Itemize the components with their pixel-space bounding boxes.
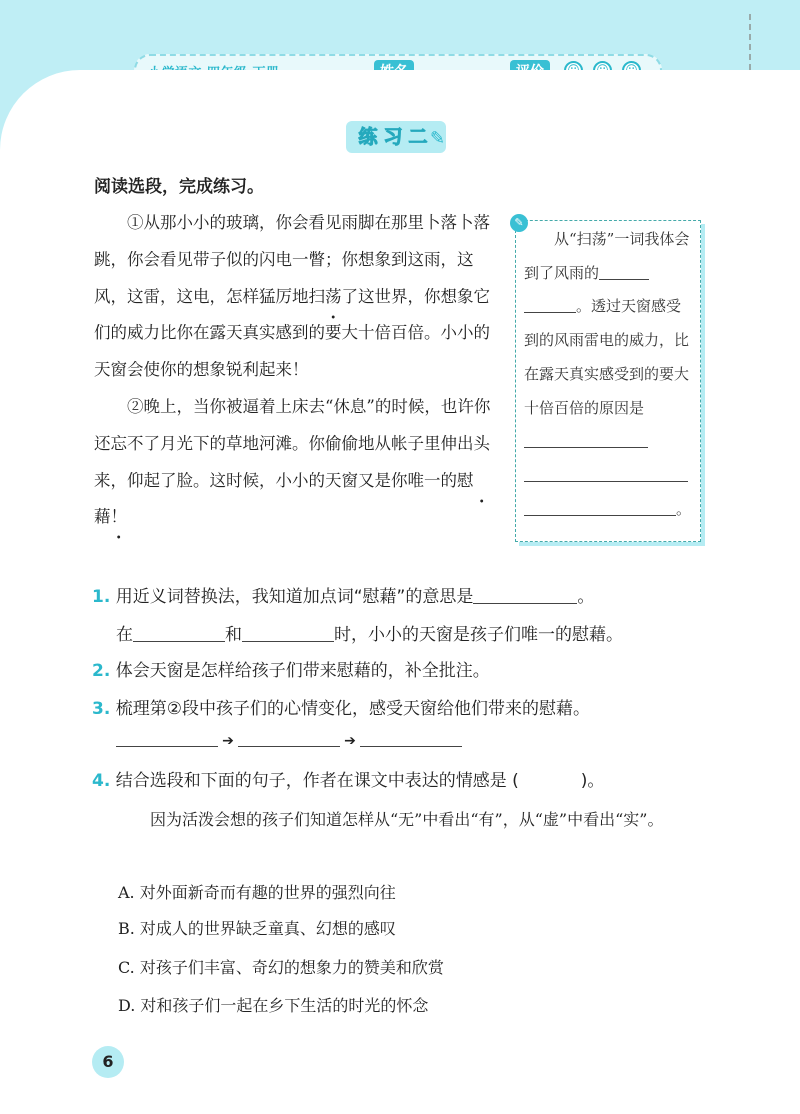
exercise-title: 练习二 <box>346 121 446 153</box>
arrow-right-icon: ➔ <box>222 733 234 749</box>
answer-blank[interactable] <box>242 625 334 642</box>
annotation-box: ✎ 从“扫荡”一词我体会到了风雨的 。透过天窗感受到的风雨雷电的威力，比在露天真实感受到的要大十倍百倍的原因是 。 <box>515 220 701 542</box>
instruction: 阅读选段，完成练习。 <box>94 177 264 197</box>
reading-passage <box>94 205 494 536</box>
emphasis-char: 慰 <box>457 470 474 490</box>
answer-blank[interactable] <box>524 298 576 313</box>
option-d[interactable]: D. 对和孩子们一起在乡下生活的时光的怀念 <box>118 996 429 1015</box>
paragraph-2: ②晚上，当你被逼着上床去“休息”的时候，也许你还忘不了月光下的草地河滩。你偷偷地从帐子里伸出头来，仰起了脸。这时候，小小的天窗又是你唯一的慰藉！ <box>94 396 491 527</box>
pin-icon: ✎ <box>510 214 528 232</box>
answer-blank[interactable] <box>599 265 649 280</box>
answer-blank[interactable] <box>116 730 218 747</box>
question-1-part-2: 在 和 时，小小的天窗是孩子们唯一的慰藉。 <box>116 625 623 645</box>
question-3: 3. 梳理第②段中孩子们的心情变化，感受天窗给他们带来的慰藉。 <box>92 699 590 719</box>
answer-blank[interactable] <box>524 501 676 516</box>
mood-chain <box>116 730 462 750</box>
quote-sentence: 因为活泼会想的孩子们知道怎样从“无”中看出“有”，从“虚”中看出“实”。 <box>150 810 664 829</box>
answer-blank[interactable] <box>238 730 340 747</box>
option-c[interactable]: C. 对孩子们丰富、奇幻的想象力的赞美和欣赏 <box>118 958 444 977</box>
option-a[interactable]: A. 对外面新奇而有趣的世界的强烈向往 <box>118 883 396 902</box>
question-1: 1. 用近义词替换法，我知道加点词“慰藉”的意思是 。 <box>92 587 595 607</box>
answer-blank[interactable] <box>133 625 225 642</box>
arrow-right-icon: ➔ <box>344 733 356 749</box>
paragraph-1: ①从那小小的玻璃，你会看见雨脚在那里卜落卜落跳，你会看见带子似的闪电一瞥；你想象到这雨，这风，这雷，这电，怎样猛厉地扫荡了这世界，你想象它们的威力比你在露天真实感到的要大十倍百倍。小小的天窗会使你的想象锐利起来！ <box>94 213 490 380</box>
emphasis-char: 藉 <box>94 507 111 527</box>
emphasis-char: 扫 <box>308 286 325 306</box>
answer-blank[interactable] <box>473 587 577 604</box>
answer-blank[interactable] <box>524 433 648 448</box>
question-2: 2. 体会天窗是怎样给孩子们带来慰藉的，补全批注。 <box>92 661 490 681</box>
option-b[interactable]: B. 对成人的世界缺乏童真、幻想的感叹 <box>118 919 396 938</box>
question-4: 4. 结合选段和下面的句子，作者在课文中表达的情感是 ( )。 <box>92 771 605 791</box>
page-number: 6 <box>92 1046 124 1078</box>
answer-blank[interactable] <box>524 467 688 482</box>
pencil-icon: ✎ <box>430 128 446 149</box>
answer-blank[interactable] <box>360 730 462 747</box>
answer-blank[interactable] <box>519 771 581 788</box>
